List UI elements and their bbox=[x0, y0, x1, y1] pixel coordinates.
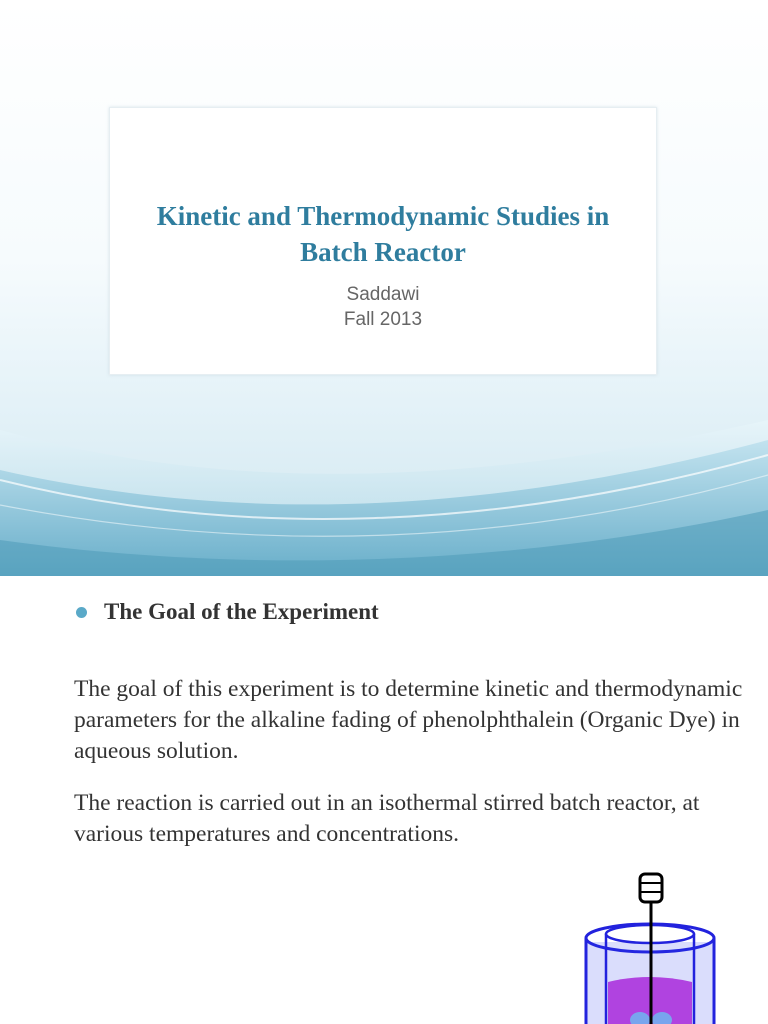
title-placeholder-box bbox=[109, 107, 657, 375]
bullet-heading: The Goal of the Experiment bbox=[104, 599, 379, 624]
term-date: Fall 2013 bbox=[343, 309, 423, 330]
slide-title: Kinetic and Thermodynamic Studies in Batch Reactor bbox=[156, 201, 610, 267]
stirrer-motor bbox=[640, 874, 662, 902]
author-name: Saddawi bbox=[346, 284, 420, 305]
stirred-batch-reactor-icon bbox=[580, 872, 720, 1024]
paragraph-goal: The goal of this experiment is to determine kinetic and thermodynamic parameters for the alkaline fading of phenolphthalein (Organic Dye) in aqueous solution. bbox=[74, 675, 743, 764]
paragraph-reaction: The reaction is carried out in an isothermal stirred batch reactor, at various temperatures and concentrations. bbox=[74, 789, 700, 847]
bullet-dot-icon bbox=[76, 607, 87, 618]
goal-slide bbox=[0, 576, 768, 1024]
